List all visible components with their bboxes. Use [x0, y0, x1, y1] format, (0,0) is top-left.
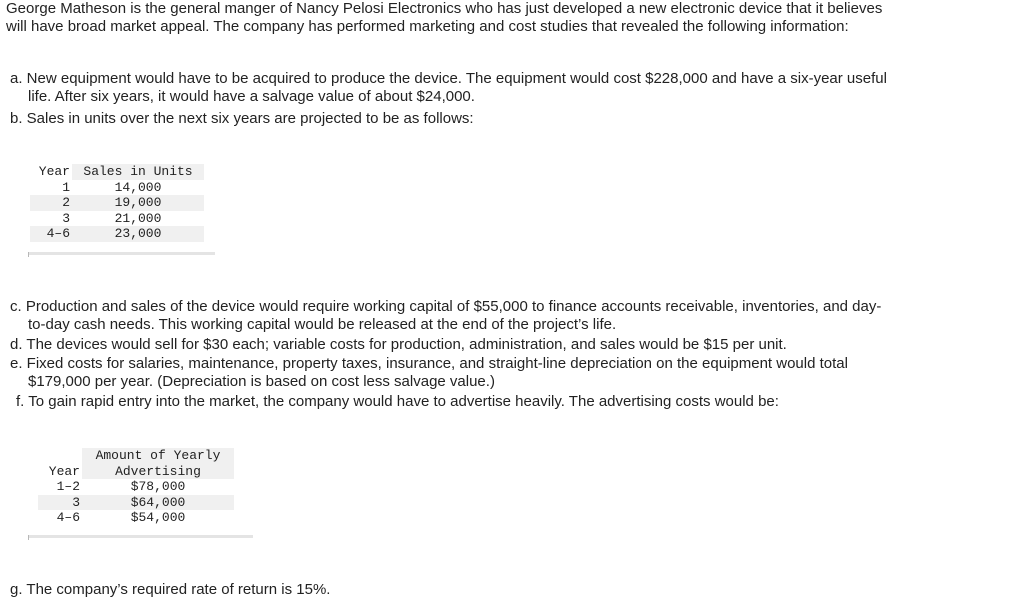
item-d-line-1: d. The devices would sell for $30 each; variable costs for production, administration, and sales would be $15 per unit. — [10, 336, 787, 353]
advertising-table-header — [38, 448, 234, 479]
item-e-line-1: e. Fixed costs for salaries, maintenance, property taxes, insurance, and straight-line depreciation on the equipment would total — [10, 355, 848, 372]
ad-header-amount — [82, 448, 234, 479]
ad-header-year: Year — [48, 463, 80, 479]
ad-amount-cell: $54,000 — [82, 510, 234, 526]
ad-amount-cell: $64,000 — [82, 495, 234, 511]
item-d — [10, 336, 787, 354]
table-row — [30, 180, 204, 196]
table-row — [30, 195, 204, 211]
sales-header-year: Year — [38, 164, 70, 179]
sales-header-units: Sales in Units — [72, 164, 204, 180]
ad-header-amount-line-2: Advertising — [115, 463, 201, 479]
table-row — [30, 226, 204, 242]
item-f — [16, 393, 779, 411]
ad-year-cell: 1–2 — [38, 479, 82, 495]
sales-units-cell: 14,000 — [72, 180, 204, 196]
item-b-line-1: b. Sales in units over the next six years are projected to be as follows: — [10, 110, 474, 127]
sales-year-cell: 1 — [30, 180, 72, 196]
sales-year-cell: 4–6 — [30, 226, 72, 242]
item-b — [10, 110, 474, 128]
ad-year-cell: 3 — [38, 495, 82, 511]
intro-line-2: will have broad market appeal. The company has performed marketing and cost studies that revealed the following information: — [6, 18, 849, 35]
ad-header-amount-line-1: Amount of Yearly — [95, 448, 221, 463]
item-c-line-1: c. Production and sales of the device would require working capital of $55,000 to finance accounts receivable, inventories, and day- — [10, 298, 882, 315]
intro-line-1: George Matheson is the general manger of Nancy Pelosi Electronics who has just developed a new electronic device that it believes — [6, 0, 883, 17]
advertising-table-rule-tick — [28, 535, 29, 540]
table-row — [38, 510, 234, 526]
item-f-line-1: f. To gain rapid entry into the market, the company would have to advertise heavily. The advertising costs would be: — [16, 393, 779, 410]
sales-units-cell: 19,000 — [72, 195, 204, 211]
table-row — [30, 211, 204, 227]
item-a — [10, 70, 887, 106]
sales-table-rule — [28, 252, 215, 255]
advertising-table-rule — [28, 535, 253, 538]
sales-year-cell: 3 — [30, 211, 72, 227]
intro-paragraph — [6, 0, 1016, 36]
item-c-line-2: to-day cash needs. This working capital would be released at the end of the project’s life. — [28, 316, 617, 333]
advertising-table — [38, 448, 234, 526]
sales-table-rule-tick — [28, 252, 29, 257]
table-row — [38, 479, 234, 495]
sales-year-cell: 2 — [30, 195, 72, 211]
sales-units-cell: 23,000 — [72, 226, 204, 242]
ad-amount-cell: $78,000 — [82, 479, 234, 495]
item-g-line-1: g. The company’s required rate of return is 15%. — [10, 581, 331, 598]
item-c — [10, 298, 881, 334]
item-a-line-2: life. After six years, it would have a salvage value of about $24,000. — [28, 88, 475, 105]
sales-table — [30, 164, 204, 242]
ad-year-cell: 4–6 — [38, 510, 82, 526]
item-e-line-2: $179,000 per year. (Depreciation is based on cost less salvage value.) — [28, 373, 495, 390]
table-row — [38, 495, 234, 511]
sales-table-header — [30, 164, 204, 180]
item-a-line-1: a. New equipment would have to be acquired to produce the device. The equipment would cost $228,000 and have a six-year useful — [10, 70, 887, 87]
item-e — [10, 355, 848, 391]
item-g — [10, 581, 330, 599]
sales-units-cell: 21,000 — [72, 211, 204, 227]
